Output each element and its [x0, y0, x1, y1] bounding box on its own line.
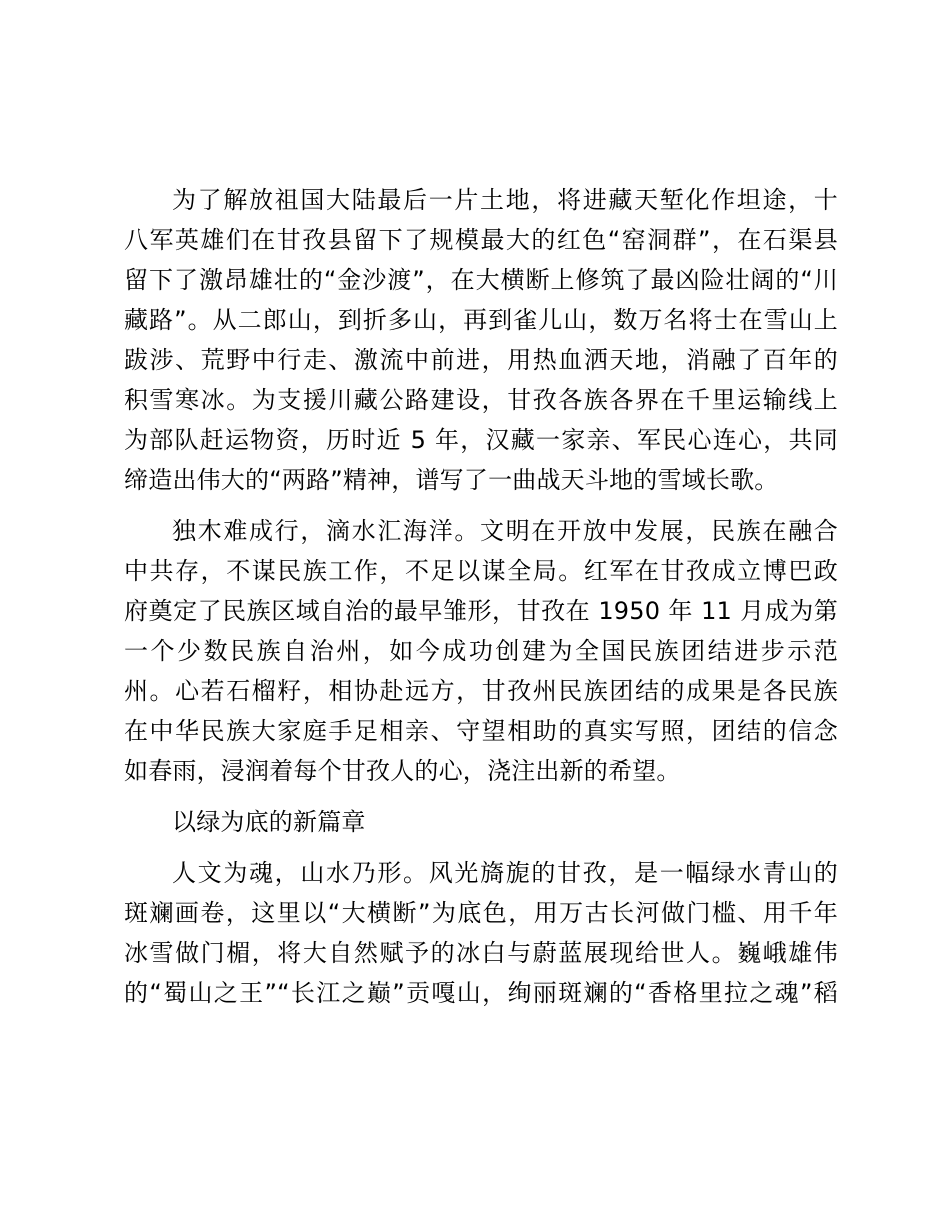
- text-line: 人文为魂，山水乃形。风光旖旎的甘孜，是一幅绿水青山的: [172, 859, 838, 887]
- text-line: 留下了激昂雄壮的“金沙渡”，在大横断上修筑了最凶险壮阔的“川: [124, 266, 838, 294]
- paragraph-1: [124, 180, 838, 500]
- text-line: 如春雨，浸润着每个甘孜人的心，浇注出新的希望。: [124, 757, 681, 785]
- text-line: 斑斓画卷，这里以“大横断”为底色，用万古长河做门槛、用千年: [124, 899, 838, 927]
- text-line: 缔造出伟大的“两路”精神，谱写了一曲战天斗地的雪域长歌。: [124, 466, 779, 494]
- text-line: 府奠定了民族区域自治的最早雏形，甘孜在 1950 年 11 月成为第: [124, 597, 838, 625]
- text-line: 积雪寒冰。为支援川藏公路建设，甘孜各族各界在千里运输线上: [124, 386, 838, 414]
- text-line: 为部队赶运物资，历时近 5 年，汉藏一家亲、军民心连心，共同: [124, 426, 838, 454]
- text-line: 一个少数民族自治州，如今成功创建为全国民族团结进步示范: [124, 637, 838, 665]
- text-line: 藏路”。从二郎山，到折多山，再到雀儿山，数万名将士在雪山上: [124, 306, 838, 334]
- section-heading: [124, 802, 838, 842]
- section-heading-text: 以绿为底的新篇章: [172, 808, 366, 836]
- text-line: 独木难成行，滴水汇海洋。文明在开放中发展，民族在融合: [172, 517, 838, 545]
- text-line: 在中华民族大家庭手足相亲、守望相助的真实写照，团结的信念: [124, 717, 838, 745]
- document-body: [124, 180, 838, 1024]
- text-line: 跋涉、荒野中行走、激流中前进，用热血洒天地，消融了百年的: [124, 346, 838, 374]
- text-line: 冰雪做门楣，将大自然赋予的冰白与蔚蓝展现给世人。巍峨雄伟: [124, 939, 838, 967]
- text-line: 中共存，不谋民族工作，不足以谋全局。红军在甘孜成立博巴政: [124, 557, 838, 585]
- text-line: 八军英雄们在甘孜县留下了规模最大的红色“窑洞群”，在石渠县: [124, 226, 838, 254]
- text-line: 的“蜀山之王”“长江之巅”贡嘎山，绚丽斑斓的“香格里拉之魂”稻: [124, 979, 838, 1007]
- paragraph-2: [124, 511, 838, 791]
- paragraph-3: [124, 853, 838, 1013]
- text-line: 州。心若石榴籽，相协赴远方，甘孜州民族团结的成果是各民族: [124, 677, 838, 705]
- text-line: 为了解放祖国大陆最后一片土地，将进藏天堑化作坦途，十: [172, 186, 838, 214]
